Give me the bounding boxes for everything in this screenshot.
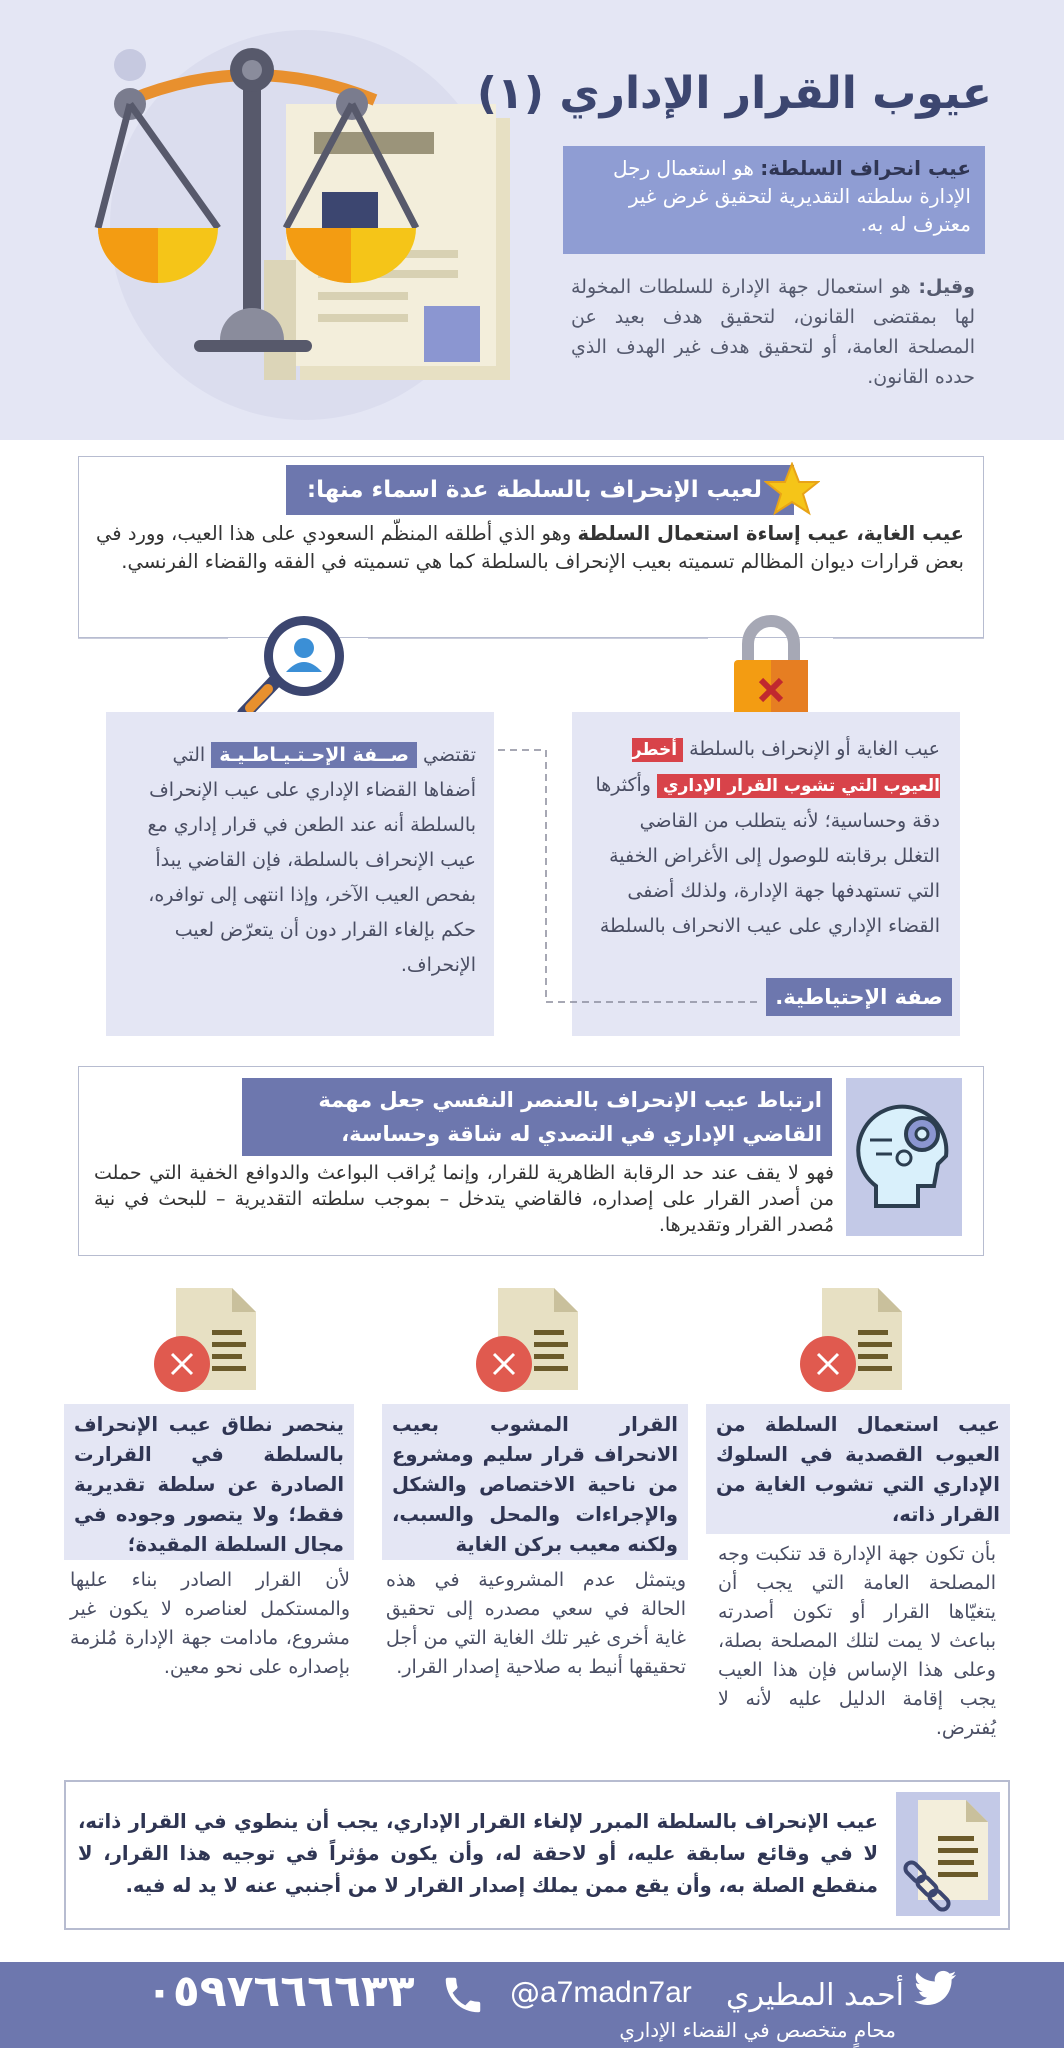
names-description: وهو الذي أطلقه المنظّم السعودي على هذا العيب، وورد في بعض قرارات ديوان المظالم تسميته بعيب الإنحراف بالسلطة كما هي تسميته في الفقه والقضاء الفرنسي. bbox=[96, 522, 964, 573]
psych-banner: ارتباط عيب الإنحراف بالعنصر النفسي جعل مهمة القاضي الإداري في التصدي له شاقة وحساسة، bbox=[242, 1078, 832, 1156]
alt-definition-text: هو استعمال جهة الإدارة للسلطات المخولة لها بمقتضى القانون، لتحقيق هدف بعيد عن المصلحة العامة، أو لتحقيق هدف غير الهدف الذي حدده القانون. bbox=[571, 276, 975, 388]
card-left-highlight: صــفة الإحـتـيـاطـيـة bbox=[211, 742, 417, 768]
document-chain-icon bbox=[900, 1796, 996, 1912]
connector-lines bbox=[78, 636, 984, 716]
head-gear-icon bbox=[846, 1094, 962, 1220]
lock-icon bbox=[728, 612, 814, 724]
dashed-connector bbox=[494, 748, 764, 1008]
definition-term: عيب انحراف السلطة: bbox=[760, 156, 971, 180]
twitter-handle[interactable]: a7madn7ar bbox=[540, 1976, 692, 2009]
names-banner: لعيب الإنحراف بالسلطة عدة اسماء منها: bbox=[286, 465, 794, 515]
column-3-text: لأن القرار الصادر بناء عليها والمستكمل لعناصره لا يكون غير مشروع، مادامت جهة الإدارة مُلزمة بإصداره على نحو معين. bbox=[70, 1569, 350, 1678]
magnifier-user-icon bbox=[230, 612, 350, 728]
author-subtitle: محامٍ متخصص في القضاء الإداري bbox=[619, 2018, 896, 2042]
definition-text: هو استعمال رجل الإدارة سلطته التقديرية لتحقيق غرض غير معترف له به. bbox=[612, 156, 971, 236]
phone-number[interactable]: ٠٥٩٧٦٦٦٦٣٣ bbox=[146, 1966, 415, 2017]
rejected-document-icon bbox=[152, 1284, 262, 1394]
column-2-heading: القرار المشوب بعيب الانحراف قرار سليم ومشروع من ناحية الاختصاص والشكل والإجراءات والمحل والسبب، ولكنه معيب بركن الغاية bbox=[382, 1404, 688, 1560]
page-title: عيوب القرار الإداري (١) bbox=[476, 68, 992, 119]
psych-text: فهو لا يقف عند حد الرقابة الظاهرية للقرار، وإنما يُراقب البواعث والدوافع الخفية التي حملت من أصدر القرار على إصداره، فالقاضي يتدخل – بموجب سلطته التقديرية – للبحث في نية مُصدر القرار وتقديرها. bbox=[94, 1162, 834, 1236]
names-bold: عيب الغاية، عيب إساءة استعمال السلطة bbox=[577, 522, 964, 545]
alt-definition-term: وقيل: bbox=[918, 276, 975, 298]
card-right-tag: صفة الإحتياطية. bbox=[766, 978, 952, 1016]
column-1-heading: عيب استعمال السلطة من العيوب القصدية في السلوك الإداري التي تشوب الغاية من القرار ذاته، bbox=[706, 1404, 1010, 1534]
rejected-document-icon bbox=[798, 1284, 908, 1394]
rejected-document-icon bbox=[474, 1284, 584, 1394]
alternate-definition bbox=[571, 272, 975, 392]
phone-icon bbox=[440, 1972, 486, 2018]
author-name: أحمد المطيري bbox=[725, 1978, 904, 2013]
card-right-highlight: أخطر العيوب التي تشوب القرار الإداري bbox=[631, 740, 940, 796]
card-left-prefix: تقتضي bbox=[423, 744, 476, 766]
column-1-text: بأن تكون جهة الإدارة قد تنكبت وجه المصلحة العامة التي يجب أن يتغيّاها القرار أو تكون أصدرته بباعث لا يمت لتلك المصلحة بصلة، وعلى هذا الإساس فإن هذا العيب يجب إقامة الدليل عليه لأنه لا يُفترض. bbox=[718, 1543, 996, 1739]
column-3-heading: ينحصر نطاق عيب الإنحراف بالسلطة في القرارت الصادرة عن سلطة تقديرية فقط؛ ولا يتصور وجوده في مجال السلطة المقيدة؛ bbox=[64, 1404, 354, 1560]
twitter-icon[interactable] bbox=[914, 1970, 958, 2008]
card-right-text: وأكثرها دقة وحساسية؛ لأنه يتطلب من القاضي التغلل برقابته للوصول إلى الأغراض الخفية التي تستهدفها جهة الإدارة، ولذلك أضفى القضاء الإداري على عيب الانحراف بالسلطة bbox=[595, 774, 940, 937]
at-sign: @ bbox=[510, 1976, 540, 2011]
column-2-text: ويتمثل عدم المشروعية في هذه الحالة في سعي مصدره إلى تحقيق غاية أخرى غير تلك الغاية التي من أجل تحقيقها أنيط به صلاحية إصدار القرار. bbox=[386, 1569, 686, 1678]
definition-box bbox=[563, 146, 985, 254]
card-left bbox=[106, 712, 494, 1036]
note-text: عيب الإنحراف بالسلطة المبرر لإلغاء القرار الإداري، يجب أن ينطوي في القرار ذاته، لا في وقائع سابقة عليه، أو لاحقة له، وأن يكون مؤثراً في توجيه هذا القرار، لا منقطع الصلة به، وأن يقع ممن يملك إصدار القرار لا من أجنبي عنه لا يد له فيه. bbox=[78, 1810, 878, 1897]
names-text bbox=[96, 520, 964, 576]
card-left-text: التي أضفاها القضاء الإداري على عيب الإنحراف بالسلطة أنه عند الطعن في قرار إداري مع عيب الإنحراف بالسلطة، فإن القاضي يبدأ بفحص العيب الآخر، وإذا انتهى إلى توافره، حكم بإلغاء القرار دون أن يتعرّض لعيب الإنحراف. bbox=[147, 744, 476, 976]
scales-of-justice-icon bbox=[90, 30, 540, 440]
star-icon bbox=[764, 462, 820, 516]
card-right-prefix: عيب الغاية أو الإنحراف بالسلطة bbox=[689, 738, 940, 760]
